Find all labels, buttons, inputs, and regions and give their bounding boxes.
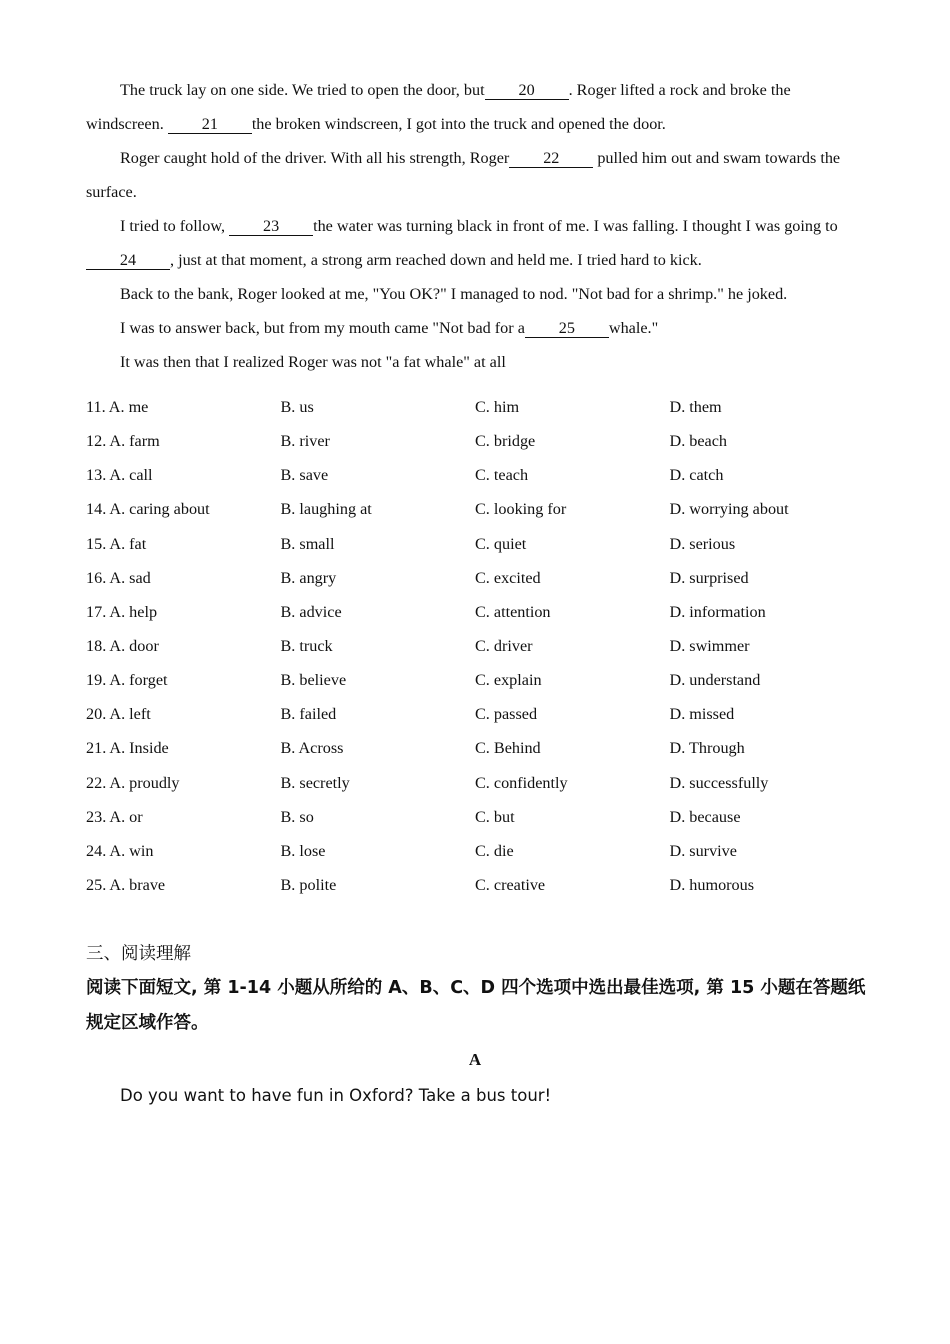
option-choice: C. driver — [475, 636, 533, 655]
cloze-passage — [86, 73, 864, 379]
option-row — [86, 390, 864, 424]
text-segment: I tried to follow, — [120, 217, 230, 235]
text-segment: , just at that moment, a strong arm reached down and held me. I tried hard to kick. — [170, 251, 702, 269]
option-choice: D. understand — [669, 671, 761, 690]
option-choice: 12. A. farm — [86, 432, 160, 451]
blank-24: 24 — [86, 251, 170, 270]
option-choice: B. save — [280, 466, 329, 485]
option-choice: D. worrying about — [669, 500, 789, 519]
option-choice: 21. A. Inside — [86, 739, 169, 758]
text-segment: The truck lay on one side. We tried to open the door, but — [120, 81, 485, 99]
option-choice: D. successfully — [669, 773, 769, 792]
option-choice: B. failed — [280, 705, 337, 724]
option-choice: C. but — [475, 807, 515, 826]
option-choice: C. him — [475, 398, 520, 416]
option-choice: D. catch — [669, 466, 724, 485]
text-segment: . Roger lifted a rock and broke the windscreen. — [86, 81, 791, 133]
option-choice: C. creative — [475, 875, 546, 894]
option-choice: C. Behind — [475, 739, 541, 758]
text-segment: I was to answer back, but from my mouth came "Not bad for a — [120, 319, 525, 337]
option-row — [86, 800, 864, 834]
option-choice: D. information — [669, 602, 766, 621]
option-choice: B. river — [280, 432, 330, 451]
option-row — [86, 595, 864, 629]
text-segment: the broken windscreen, I got into the truck and opened the door. — [251, 115, 666, 133]
option-choice: B. advice — [280, 602, 342, 621]
option-row — [86, 561, 864, 595]
option-choice: C. passed — [475, 705, 538, 724]
option-row — [86, 766, 864, 800]
passage-paragraph-4: Back to the bank, Roger looked at me, "You OK?" I managed to nod. "Not bad for a shrimp." he joked. — [120, 285, 788, 303]
option-choice: C. quiet — [475, 534, 527, 553]
blank-21: 21 — [168, 115, 252, 134]
blank-23: 23 — [229, 217, 313, 236]
option-choice: B. Across — [280, 739, 344, 758]
option-choice: D. serious — [669, 534, 736, 553]
option-choice: C. die — [475, 841, 514, 860]
passage-label: A — [468, 1050, 482, 1069]
passage-paragraph-5 — [86, 311, 864, 345]
option-choice: C. explain — [475, 671, 542, 690]
blank-20: 20 — [485, 81, 569, 100]
option-row — [86, 527, 864, 561]
option-choice: C. teach — [475, 466, 529, 485]
option-choice: C. confidently — [475, 773, 568, 792]
text-segment: pulled him out and swam towards the surface. — [86, 149, 841, 201]
option-choice: B. truck — [280, 636, 333, 655]
option-choice: C. excited — [475, 568, 541, 587]
option-choice: 24. A. win — [86, 841, 154, 860]
option-choice: B. laughing at — [280, 500, 372, 519]
passage-paragraph-2 — [86, 141, 864, 209]
option-choice: 23. A. or — [86, 807, 143, 826]
text-segment: the water was turning black in front of me. I was falling. I thought I was going to — [313, 217, 838, 235]
option-choice: D. beach — [669, 432, 728, 451]
option-choice: 17. A. help — [86, 602, 158, 621]
option-row — [86, 458, 864, 492]
option-choice: D. because — [669, 807, 741, 826]
option-choice: C. attention — [475, 602, 551, 621]
text-segment: whale." — [608, 319, 659, 337]
section-heading: 三、阅读理解 — [86, 944, 191, 964]
option-choice: D. swimmer — [669, 636, 750, 655]
option-choice: 11. A. me — [86, 398, 149, 416]
text-segment: Roger caught hold of the driver. With all his strength, Roger — [120, 149, 510, 167]
option-choice: B. lose — [280, 841, 326, 860]
option-row — [86, 697, 864, 731]
option-choice: B. polite — [280, 875, 337, 894]
option-choice: 22. A. proudly — [86, 773, 180, 792]
option-choice: 19. A. forget — [86, 671, 168, 690]
option-row — [86, 492, 864, 526]
option-row — [86, 663, 864, 697]
option-choice: 18. A. door — [86, 636, 159, 655]
option-choice: B. angry — [280, 568, 337, 587]
passage-paragraph-1 — [86, 73, 864, 141]
blank-22: 22 — [509, 149, 593, 168]
option-choice: B. us — [280, 398, 314, 416]
option-choice: C. looking for — [475, 500, 567, 519]
option-row — [86, 868, 864, 902]
option-choice: 16. A. sad — [86, 568, 151, 587]
option-choice: D. humorous — [669, 875, 755, 894]
option-row — [86, 424, 864, 458]
option-choice: B. so — [280, 807, 314, 826]
option-choice: B. secretly — [280, 773, 350, 792]
passage-paragraph-6: It was then that I realized Roger was not "a fat whale" at all — [120, 353, 506, 371]
option-choice: 15. A. fat — [86, 534, 147, 553]
section-instruction: 阅读下面短文, 第 1-14 小题从所给的 A、B、C、D 四个选项中选出最佳选项, 第 15 小题在答题纸规定区域作答。 — [86, 978, 866, 1033]
option-choice: 20. A. left — [86, 705, 151, 724]
option-row — [86, 731, 864, 765]
option-choice: D. missed — [669, 705, 735, 724]
passage-paragraph-3 — [86, 209, 864, 277]
passage-intro: Do you want to have fun in Oxford? Take a bus tour! — [120, 1086, 552, 1105]
option-row — [86, 629, 864, 663]
option-choice: 14. A. caring about — [86, 500, 210, 519]
answer-options-table — [86, 390, 864, 902]
option-choice: C. bridge — [475, 432, 536, 451]
option-choice: D. them — [669, 398, 722, 416]
option-choice: D. surprised — [669, 568, 749, 587]
option-choice: 25. A. brave — [86, 875, 166, 894]
option-choice: D. Through — [669, 739, 745, 758]
option-choice: B. believe — [280, 671, 347, 690]
option-choice: D. survive — [669, 841, 737, 860]
option-row — [86, 834, 864, 868]
blank-25: 25 — [525, 319, 609, 338]
option-choice: 13. A. call — [86, 466, 153, 485]
option-choice: B. small — [280, 534, 335, 553]
